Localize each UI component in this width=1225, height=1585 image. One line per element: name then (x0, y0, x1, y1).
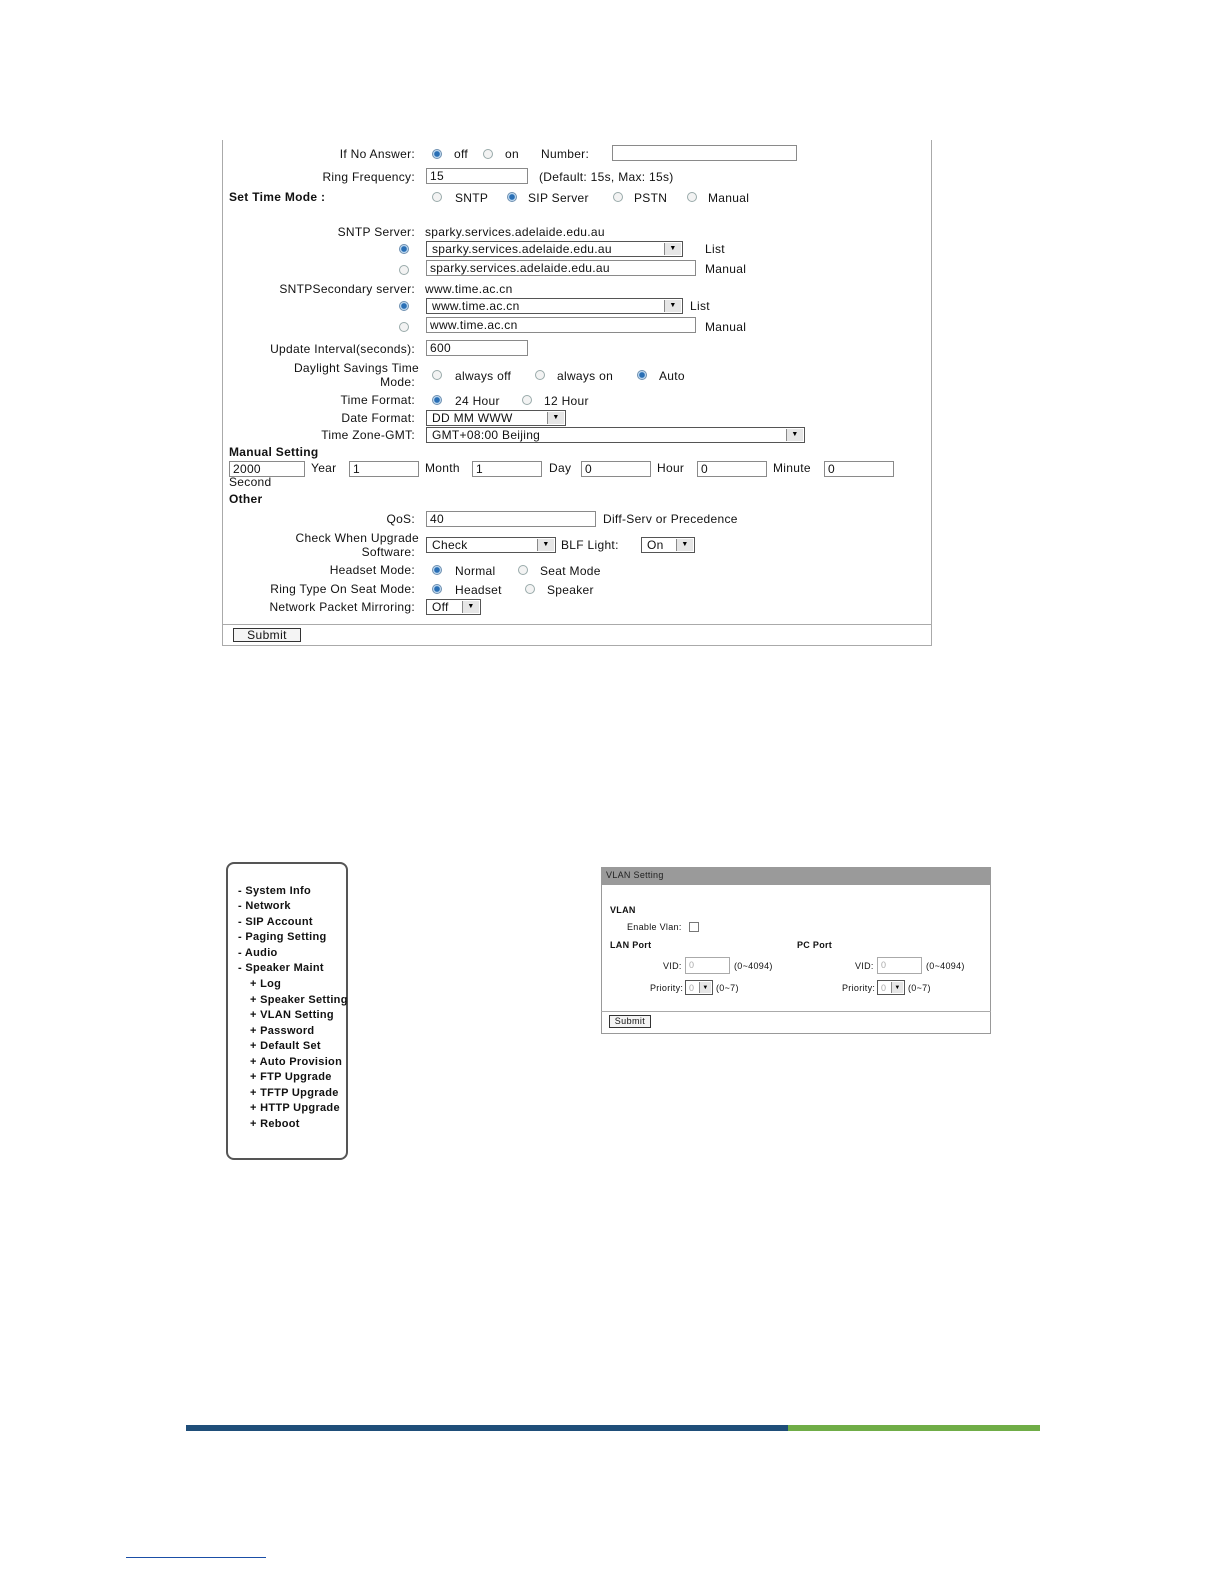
second-input[interactable]: 0 (824, 461, 894, 477)
ring-type-label: Ring Type On Seat Mode: (270, 582, 415, 596)
sntp-secondary-manual-input[interactable]: www.time.ac.cn (426, 317, 696, 333)
headset-seat-label: Seat Mode (540, 564, 601, 578)
headset-mode-label: Headset Mode: (329, 563, 415, 577)
timezone-label: Time Zone-GMT: (321, 428, 415, 442)
number-label: Number: (541, 147, 590, 161)
footer-bar-blue (186, 1425, 788, 1431)
sidebar-item[interactable]: - SIP Account (238, 916, 313, 928)
sidebar-subitem[interactable]: + Log (250, 978, 282, 990)
chevron-down-icon: ▼ (676, 539, 693, 551)
sntp-list-radio[interactable] (399, 244, 409, 254)
vlan-section-title: VLAN (610, 905, 636, 915)
submit-button[interactable]: Submit (233, 628, 301, 642)
time-mode-pstn-label: PSTN (634, 191, 668, 205)
ring-type-headset-label: Headset (455, 583, 502, 597)
sidebar-subitem[interactable]: + VLAN Setting (250, 1009, 334, 1021)
chevron-down-icon: ▼ (462, 601, 479, 613)
chevron-down-icon: ▼ (547, 412, 564, 424)
no-answer-on-radio[interactable] (483, 149, 493, 159)
update-interval-input[interactable]: 600 (426, 340, 528, 356)
sidebar-subitem[interactable]: + FTP Upgrade (250, 1071, 332, 1083)
daylight-always-on-label: always on (557, 369, 614, 383)
sntp-secondary-manual-label: Manual (705, 320, 747, 334)
sntp-list-label: List (705, 242, 725, 256)
hour-input[interactable]: 0 (581, 461, 651, 477)
pc-priority-range: (0~7) (908, 983, 931, 993)
lan-priority-select[interactable]: 0 ▼ (685, 980, 713, 995)
sntp-secondary-list-radio[interactable] (399, 301, 409, 311)
no-answer-on-label: on (505, 147, 519, 161)
hour-label: Hour (657, 461, 685, 475)
check-upgrade-label-line1: Check When Upgrade (295, 531, 419, 545)
vlan-header-title: VLAN Setting (606, 870, 664, 880)
sntp-server-select[interactable]: sparky.services.adelaide.edu.au ▼ (426, 241, 683, 257)
other-title: Other (229, 492, 263, 506)
check-upgrade-select[interactable]: Check ▼ (426, 537, 556, 553)
enable-vlan-label: Enable Vlan: (627, 922, 682, 932)
year-label: Year (311, 461, 337, 475)
daylight-auto-radio[interactable] (637, 370, 647, 380)
time-format-24-radio[interactable] (432, 395, 442, 405)
blf-light-label: BLF Light: (561, 538, 619, 552)
time-mode-sntp-label: SNTP (455, 191, 489, 205)
sidebar-subitem[interactable]: + TFTP Upgrade (250, 1086, 339, 1099)
vlan-submit-button[interactable]: Submit (609, 1015, 651, 1028)
pc-priority-select[interactable]: 0 ▼ (877, 980, 905, 995)
mirroring-select[interactable]: Off ▼ (426, 599, 481, 615)
sidebar-item[interactable]: - Network (238, 900, 291, 912)
vlan-submit-divider (601, 1011, 991, 1012)
time-format-12-label: 12 Hour (544, 394, 589, 408)
pc-priority-label: Priority: (842, 983, 876, 993)
month-label: Month (425, 461, 460, 475)
pc-port-title: PC Port (797, 940, 833, 950)
daylight-always-on-radio[interactable] (535, 370, 545, 380)
pc-vid-label: VID: (855, 961, 874, 971)
sidebar-subitem[interactable]: + Reboot (250, 1117, 300, 1130)
sntp-manual-label: Manual (705, 262, 747, 276)
pc-vid-input[interactable]: 0 (877, 957, 922, 974)
time-mode-sip-label: SIP Server (528, 191, 589, 205)
time-mode-manual-label: Manual (708, 191, 750, 205)
lan-vid-label: VID: (663, 961, 682, 971)
time-format-12-radio[interactable] (522, 395, 532, 405)
ring-frequency-label: Ring Frequency: (322, 170, 415, 184)
chevron-down-icon: ▼ (664, 300, 681, 312)
minute-label: Minute (773, 461, 811, 475)
check-upgrade-label-line2: Software: (361, 545, 415, 559)
chevron-down-icon: ▼ (786, 429, 803, 441)
lan-vid-range: (0~4094) (734, 961, 773, 971)
sntp-secondary-value: www.time.ac.cn (425, 282, 513, 296)
update-interval-label: Update Interval(seconds): (270, 342, 415, 356)
headset-seat-radio[interactable] (518, 565, 528, 575)
no-answer-off-label: off (454, 147, 469, 161)
daylight-always-off-label: always off (455, 369, 512, 383)
sidebar-item[interactable]: - System Info (238, 885, 311, 897)
qos-hint: Diff-Serv or Precedence (603, 512, 738, 526)
headset-normal-label: Normal (455, 564, 496, 578)
sntp-secondary-list-label: List (690, 299, 710, 313)
date-format-select[interactable]: DD MM WWW ▼ (426, 410, 566, 426)
day-input[interactable]: 1 (472, 461, 542, 477)
sntp-server-label: SNTP Server: (337, 225, 415, 239)
mirroring-label: Network Packet Mirroring: (269, 600, 415, 614)
manual-setting-title: Manual Setting (229, 445, 319, 459)
daylight-auto-label: Auto (659, 369, 685, 383)
sidebar-subitem[interactable]: + Auto Provision (250, 1055, 343, 1068)
timezone-select[interactable]: GMT+08:00 Beijing ▼ (426, 427, 805, 443)
ring-type-speaker-label: Speaker (547, 583, 594, 597)
sntp-secondary-select[interactable]: www.time.ac.cn ▼ (426, 298, 683, 314)
sidebar-subitem[interactable]: + HTTP Upgrade (250, 1102, 340, 1114)
minute-input[interactable]: 0 (697, 461, 767, 477)
month-input[interactable]: 1 (349, 461, 419, 477)
vlan-panel (601, 867, 991, 1034)
footer-underline (126, 1557, 266, 1558)
time-format-label: Time Format: (340, 393, 415, 407)
sidebar-subitem[interactable]: + Password (250, 1024, 315, 1037)
ring-frequency-input[interactable]: 15 (426, 168, 528, 184)
chevron-down-icon: ▼ (537, 539, 554, 551)
daylight-label-line2: Mode: (380, 375, 415, 389)
qos-label: QoS: (386, 512, 415, 526)
daylight-label-line1: Daylight Savings Time (293, 361, 419, 375)
time-mode-label: Set Time Mode : (229, 190, 326, 204)
number-input[interactable] (612, 145, 797, 161)
sidebar-subitem[interactable]: + Speaker Setting (250, 993, 348, 1006)
lan-priority-range: (0~7) (716, 983, 739, 993)
day-label: Day (549, 461, 572, 475)
no-answer-off-radio[interactable] (432, 149, 442, 159)
sidebar-subitem[interactable]: + Default Set (250, 1040, 321, 1052)
daylight-always-off-radio[interactable] (432, 370, 442, 380)
year-input[interactable]: 2000 (229, 461, 305, 477)
time-format-24-label: 24 Hour (455, 394, 500, 408)
sidebar-item[interactable]: - Speaker Maint (238, 962, 324, 974)
time-mode-pstn-radio[interactable] (613, 192, 623, 202)
submit-divider (222, 624, 931, 625)
sidebar-item[interactable]: - Audio (238, 947, 278, 959)
time-mode-sntp-radio[interactable] (432, 192, 442, 202)
sntp-secondary-manual-radio[interactable] (399, 322, 409, 332)
qos-input[interactable]: 40 (426, 511, 596, 527)
sntp-server-value: sparky.services.adelaide.edu.au (425, 225, 605, 239)
sntp-secondary-label: SNTPSecondary server: (279, 282, 415, 296)
time-mode-sip-radio[interactable] (507, 192, 517, 202)
ring-type-speaker-radio[interactable] (525, 584, 535, 594)
second-label: Second (229, 475, 272, 489)
lan-port-title: LAN Port (610, 940, 652, 950)
date-format-label: Date Format: (341, 411, 415, 425)
sntp-manual-radio[interactable] (399, 265, 409, 275)
chevron-down-icon: ▼ (664, 243, 681, 255)
ring-type-headset-radio[interactable] (432, 584, 442, 594)
pc-vid-range: (0~4094) (926, 961, 965, 971)
footer-bar-green (788, 1425, 1040, 1431)
ring-frequency-hint: (Default: 15s, Max: 15s) (539, 170, 674, 184)
lan-priority-label: Priority: (650, 983, 684, 993)
lan-vid-input[interactable]: 0 (685, 957, 730, 974)
sidebar-item[interactable]: - Paging Setting (238, 931, 327, 943)
enable-vlan-checkbox[interactable] (689, 922, 699, 932)
chevron-down-icon: ▼ (891, 982, 903, 993)
sntp-manual-input[interactable]: sparky.services.adelaide.edu.au (426, 260, 696, 276)
headset-normal-radio[interactable] (432, 565, 442, 575)
chevron-down-icon: ▼ (699, 982, 711, 993)
time-mode-manual-radio[interactable] (687, 192, 697, 202)
no-answer-label: If No Answer: (339, 147, 415, 161)
blf-light-select[interactable]: On ▼ (641, 537, 695, 553)
